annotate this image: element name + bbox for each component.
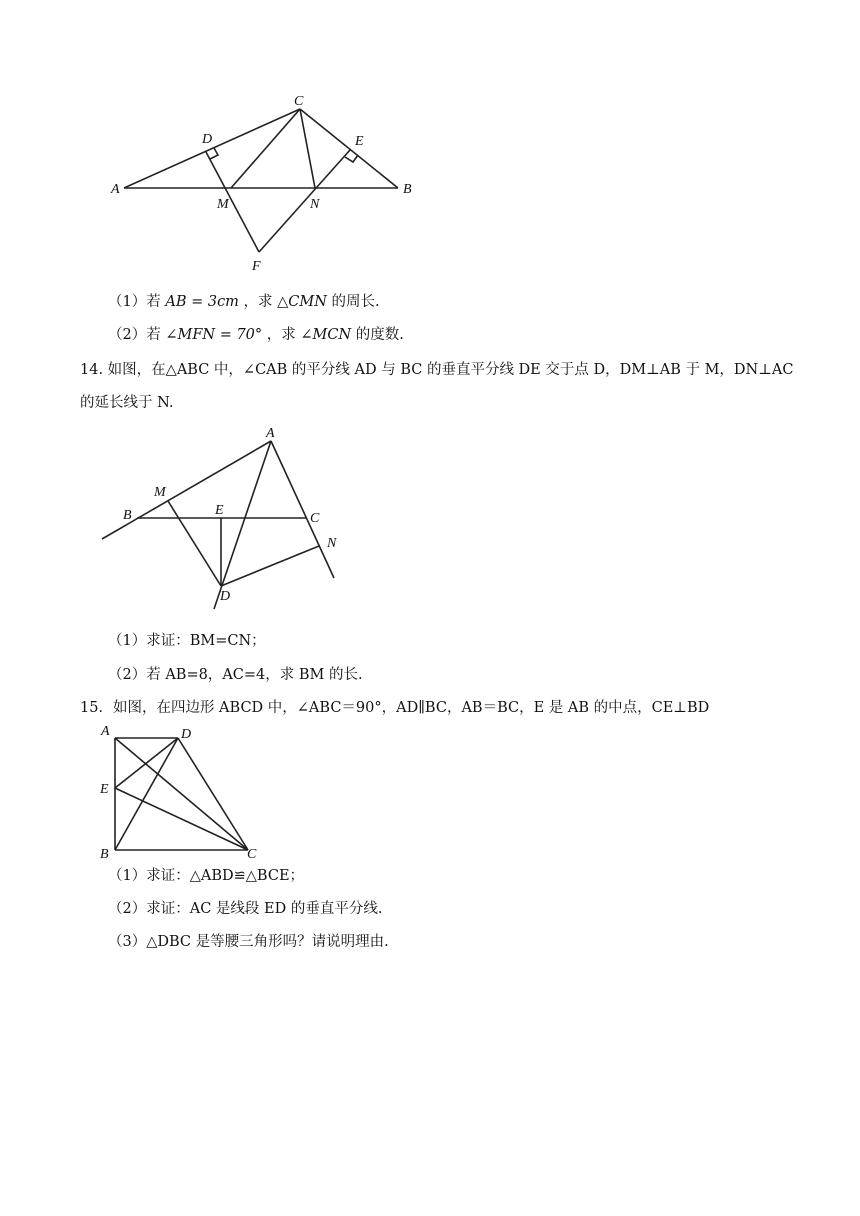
label-M: M — [154, 485, 166, 500]
label-D: D — [220, 589, 231, 604]
q15-sub1: （1）求证：△ABD≌△BCE； — [108, 868, 305, 884]
q13-sub2-suffix: 的度数. — [355, 327, 404, 343]
label-A: A — [111, 182, 120, 197]
label-D: D — [202, 132, 213, 147]
q14-sub1: （1）求证：BM=CN； — [108, 633, 266, 649]
label-E: E — [355, 134, 364, 149]
label-B: B — [100, 847, 109, 862]
q14-stem-line2: 的延长线于 N. — [80, 395, 174, 411]
label-M: M — [217, 197, 229, 212]
q15-stem: 15．如图，在四边形 ABCD 中，∠ABC＝90°，AD∥BC，AB＝BC，E 是 AB 的中点，CE⊥BD — [80, 700, 710, 716]
label-N: N — [327, 536, 337, 551]
label-C: C — [247, 847, 257, 862]
q13-sub2-math2: ∠MCN — [300, 327, 352, 343]
q13-sub2-prefix: （2）若 — [108, 327, 161, 343]
q13-sub1-math1: AB = 3cm — [165, 294, 239, 310]
q15-sub3: （3）△DBC 是等腰三角形吗？请说明理由. — [108, 934, 389, 950]
label-C: C — [294, 94, 304, 109]
label-A: A — [266, 426, 275, 441]
q13-sub1-suffix: 的周长. — [331, 294, 380, 310]
label-B: B — [123, 508, 132, 523]
label-C: C — [310, 511, 320, 526]
q13-sub1-math2: △CMN — [277, 294, 327, 310]
q13-sub1-mid: ，求 — [243, 294, 273, 310]
label-E: E — [100, 782, 109, 797]
q13-sub2-mid: ，求 — [266, 327, 296, 343]
segment-AC — [115, 738, 248, 850]
q13-sub2-math1: ∠MFN = 70° — [165, 327, 263, 343]
q14-stem-line1: 14. 如图，在△ABC 中，∠CAB 的平分线 AD 与 BC 的垂直平分线 DE 交于点 D，DM⊥AB 于 M，DN⊥AC — [80, 362, 794, 378]
q14-sub2: （2）若 AB=8，AC=4，求 BM 的长. — [108, 667, 363, 683]
label-F: F — [252, 259, 261, 274]
label-B: B — [403, 182, 412, 197]
label-E: E — [215, 503, 224, 518]
label-N: N — [310, 197, 320, 212]
label-A: A — [101, 724, 110, 739]
segment-BD — [115, 738, 178, 850]
q15-sub2: （2）求证：AC 是线段 ED 的垂直平分线. — [108, 901, 383, 917]
q13-sub1-prefix: （1）若 — [108, 294, 161, 310]
label-D: D — [181, 727, 192, 742]
